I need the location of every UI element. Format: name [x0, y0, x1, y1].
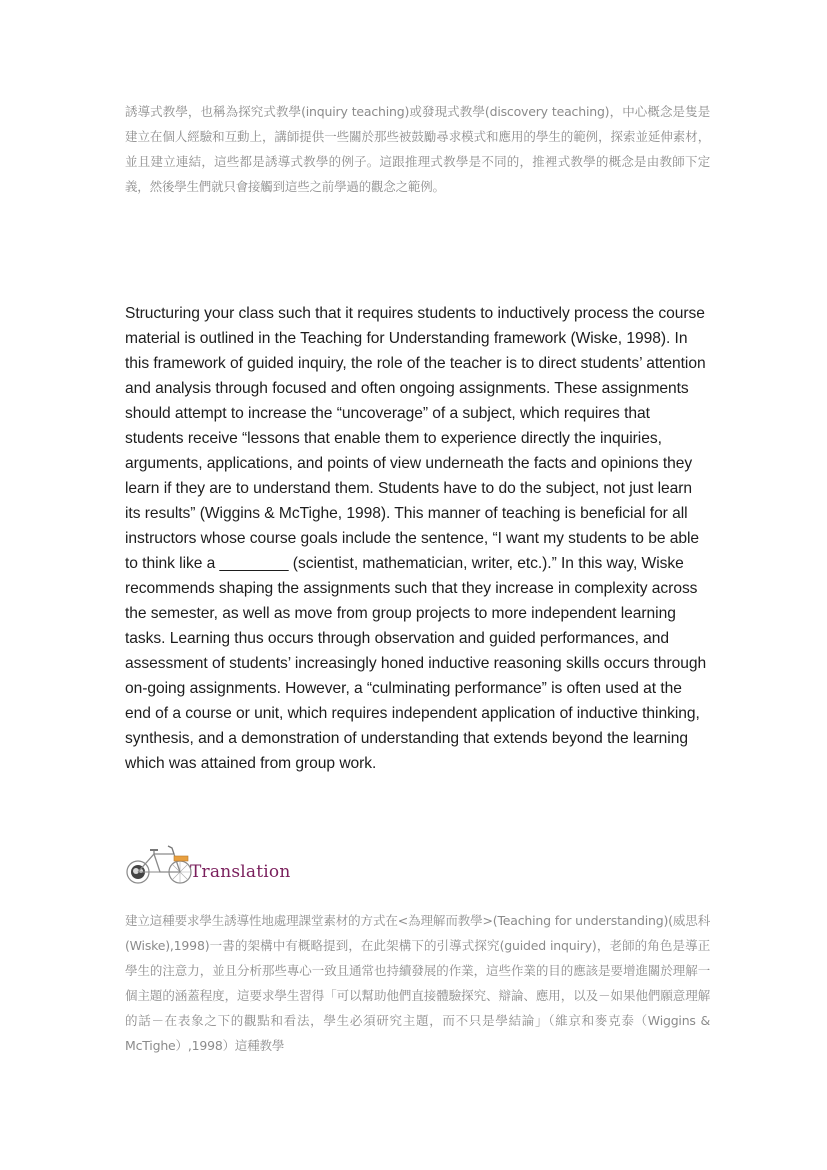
translation-logo-label: Translation — [190, 862, 291, 882]
translation-logo — [124, 840, 294, 886]
english-paragraph: Structuring your class such that it requires students to inductively process the course material is outlined in the Teaching for Understanding framework (Wiske, 1998). In this framework of guided inquiry, the role of the teacher is to direct students’ attention and analysis through focused and often ongoing assignments. These assignments should attempt to increase the “uncoverage” of a subject, which requires that students receive “lessons that enable them to experience directly the inquiries, arguments, applications, and points of view underneath the facts and opinions they learn if they are to understand them. Students have to do the subject, not just learn its results” (Wiggins & McTighe, 1998). This manner of teaching is beneficial for all instructors whose course goals include the sentence, “I want my students to be able to think like a ________ (scientist, mathematician, writer, etc.).” In this way, Wiske recommends shaping the assignments such that they increase in complexity across the semester, as well as move from group projects to more independent learning tasks. Learning thus occurs through observation and guided performances, and assessment of students’ increasingly honed inductive reasoning skills occurs through on-going assignments. However, a “culminating performance” is often used at the end of a course or unit, which requires independent application of inductive thinking, synthesis, and a demonstration of understanding that extends beyond the learning which was attained from group work. — [125, 305, 707, 772]
intro-chinese-paragraph: 誘導式教學，也稱為探究式教學(inquiry teaching)或發現式教學(discovery teaching)，中心概念是隻是建立在個人經驗和互動上，講師提供一些關於那些被鼓勵尋求模式和應用的學生的範例，探索並延伸素材，並且建立連結，這些都是誘導式教學的例子。這跟推理式教學是不同的，推裡式教學的概念是由教師下定義，然後學生們就只會接觸到這些之前學過的觀念之範例。 — [125, 104, 710, 194]
translation-chinese-paragraph: 建立這種要求學生誘導性地處理課堂素材的方式在<為理解而教學>(Teaching for understanding)(威思科(Wiske),1998)一書的架構中有概略提到，在此架構下的引導式探究(guided inquiry)，老師的角色是導正學生的注意力，並且分析那些專心一致且通常也持續發展的作業，這些作業的目的應該是要增進關於理解一個主題的涵蓋程度，這要求學生習得「可以幫助他們直接體驗探究、辯論、應用，以及－如果他們願意理解的話－在表象之下的觀點和看法，學生必須研究主題，而不只是學結論」（維京和麥克泰（Wiggins & McTighe）,1998）這種教學 — [125, 913, 710, 1053]
